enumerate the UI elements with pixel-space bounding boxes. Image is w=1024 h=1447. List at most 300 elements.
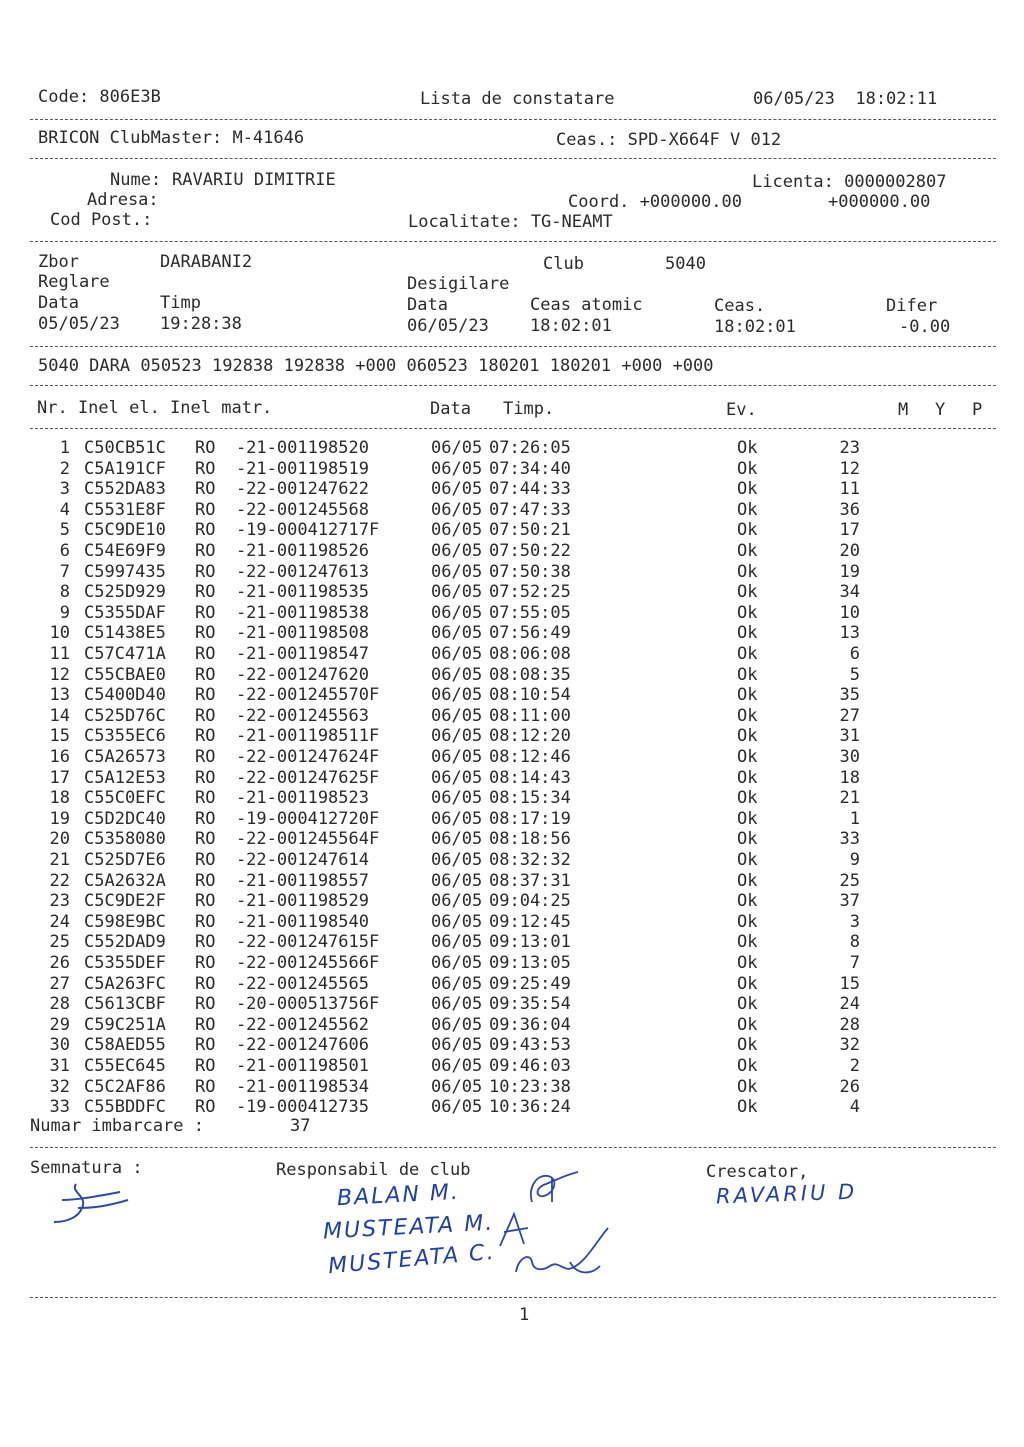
row-date: 06/05: [431, 582, 483, 603]
row-pos: 23: [839, 438, 860, 458]
row-nr: 7: [59, 561, 70, 582]
row-time: 10:36:24: [489, 1097, 571, 1118]
row-date: 06/05: [431, 870, 483, 891]
row-pos: 15: [839, 973, 860, 994]
row-date: 06/05: [431, 953, 483, 973]
row-nr: 24: [49, 911, 70, 932]
row-pos: 33: [839, 829, 860, 850]
table-row: [30, 1015, 930, 1036]
table-row: [30, 623, 930, 644]
row-chip: C5A191CF: [84, 458, 166, 479]
row-time: 08:11:00: [489, 705, 571, 726]
row-ring: RO -21-001198529: [195, 891, 369, 912]
row-pos: 9: [849, 850, 860, 870]
row-chip: C5C9DE2F: [84, 891, 166, 912]
row-chip: C55CBAE0: [84, 664, 166, 685]
row-chip: C57C471A: [84, 644, 166, 664]
row-ev: Ok: [737, 1056, 758, 1076]
row-pos: 7: [849, 953, 860, 973]
row-time: 09:13:01: [489, 932, 571, 953]
row-ev: Ok: [737, 870, 758, 891]
row-date: 06/05: [431, 850, 483, 870]
row-ev: Ok: [737, 1076, 758, 1097]
row-date: 06/05: [431, 520, 483, 541]
row-ev: Ok: [737, 602, 758, 623]
row-ring: RO -19-000412720F: [195, 808, 380, 829]
row-nr: 33: [49, 1097, 70, 1118]
row-pos: 20: [839, 541, 860, 561]
row-date: 06/05: [431, 1014, 483, 1035]
header-y: Y: [935, 400, 946, 420]
row-time: 07:50:38: [489, 561, 571, 582]
row-date: 06/05: [431, 499, 483, 520]
row-ev: Ok: [737, 1035, 758, 1056]
table-row: [30, 768, 930, 789]
row-time: 07:50:22: [489, 541, 571, 561]
club-value: 5040: [665, 254, 706, 274]
row-nr: 13: [49, 685, 70, 706]
row-ring: RO -21-001198547: [195, 644, 369, 664]
divider: [30, 1147, 996, 1148]
row-chip: C59C251A: [84, 1014, 166, 1035]
row-ev: Ok: [737, 953, 758, 973]
row-chip: C54E69F9: [84, 541, 166, 561]
row-date: 06/05: [431, 973, 483, 994]
row-date: 06/05: [431, 891, 483, 912]
row-ev: Ok: [737, 499, 758, 520]
row-ring: RO -21-001198526: [195, 541, 369, 561]
imbarcare-value: 37: [290, 1116, 311, 1136]
row-ev: Ok: [737, 911, 758, 932]
row-pos: 34: [839, 582, 860, 603]
row-ring: RO -22-001247613: [195, 561, 369, 582]
row-ev: Ok: [737, 582, 758, 603]
header-ev: Ev.: [726, 400, 757, 420]
zbor-label: Zbor: [38, 252, 79, 272]
row-pos: 17: [839, 520, 860, 541]
difer-label: Difer: [886, 296, 938, 316]
row-chip: C598E9BC: [84, 911, 166, 932]
row-chip: C5400D40: [84, 685, 166, 706]
row-time: 09:46:03: [489, 1056, 571, 1076]
row-date: 06/05: [431, 602, 483, 623]
divider: [30, 241, 996, 242]
desigilare-atomic: 18:02:01: [530, 316, 612, 336]
row-ev: Ok: [737, 705, 758, 726]
row-time: 08:08:35: [489, 664, 571, 685]
table-row: [30, 871, 930, 892]
row-ev: Ok: [737, 1097, 758, 1118]
table-row: [30, 582, 930, 603]
row-pos: 18: [839, 767, 860, 788]
row-ev: Ok: [737, 788, 758, 809]
row-pos: 6: [849, 644, 860, 664]
row-nr: 29: [49, 1014, 70, 1035]
table-row: [30, 562, 930, 583]
owner-name: RAVARIU DIMITRIE: [172, 170, 336, 190]
row-nr: 28: [49, 994, 70, 1015]
row-ring: RO -22-001247624F: [195, 747, 380, 767]
table-row: [30, 520, 930, 541]
table-row: [30, 829, 930, 850]
row-pos: 27: [839, 705, 860, 726]
handwritten-musteata-m: MUSTEATA M.: [322, 1210, 495, 1245]
row-ring: RO -19-000412717F: [195, 520, 380, 541]
nume-label: Nume:: [110, 170, 162, 190]
crescator-label: Crescator,: [706, 1162, 809, 1182]
row-nr: 22: [49, 870, 70, 891]
row-pos: 11: [839, 479, 860, 500]
row-nr: 5: [59, 520, 70, 541]
table-row: [30, 1056, 930, 1077]
row-nr: 25: [49, 932, 70, 953]
row-ev: Ok: [737, 726, 758, 747]
row-date: 06/05: [431, 1076, 483, 1097]
table-row: [30, 994, 930, 1015]
row-time: 09:12:45: [489, 911, 571, 932]
row-date: 06/05: [431, 829, 483, 850]
table-row: [30, 541, 930, 562]
row-nr: 30: [49, 1035, 70, 1056]
row-nr: 3: [59, 479, 70, 500]
row-ev: Ok: [737, 747, 758, 767]
table-row: [30, 891, 930, 912]
row-ring: RO -21-001198523: [195, 788, 369, 809]
row-nr: 17: [49, 767, 70, 788]
row-nr: 11: [49, 644, 70, 664]
row-ring: RO -21-001198540: [195, 911, 369, 932]
table-row: [30, 603, 930, 624]
row-ev: Ok: [737, 829, 758, 850]
row-nr: 8: [59, 582, 70, 603]
reglare-label: Reglare: [38, 272, 110, 292]
difer-value: -0.00: [899, 317, 951, 337]
row-pos: 1: [849, 808, 860, 829]
row-nr: 20: [49, 829, 70, 850]
row-pos: 30: [839, 747, 860, 767]
data-label: Data: [38, 293, 79, 313]
row-ev: Ok: [737, 479, 758, 500]
row-ev: Ok: [737, 932, 758, 953]
row-time: 08:12:20: [489, 726, 571, 747]
row-time: 08:18:56: [489, 829, 571, 850]
header-data: Data: [430, 399, 471, 419]
licence-text: Licenta: 0000002807: [752, 172, 947, 192]
page-number: 1: [519, 1305, 530, 1325]
row-nr: 9: [59, 602, 70, 623]
divider: [30, 385, 996, 386]
row-ring: RO -22-001245565: [195, 973, 369, 994]
row-ev: Ok: [737, 458, 758, 479]
row-ev: Ok: [737, 520, 758, 541]
table-row: [30, 788, 930, 809]
row-pos: 26: [839, 1076, 860, 1097]
semnatura-label: Semnatura :: [30, 1158, 143, 1178]
row-time: 08:10:54: [489, 685, 571, 706]
print-datetime: 06/05/23 18:02:11: [753, 89, 938, 109]
document-title: Lista de constatare: [420, 89, 615, 109]
row-ring: RO -19-000412735: [195, 1097, 369, 1118]
row-nr: 2: [59, 458, 70, 479]
reglare-time: 19:28:38: [160, 314, 242, 334]
row-pos: 35: [839, 685, 860, 706]
row-nr: 10: [49, 623, 70, 644]
row-chip: C5A263FC: [84, 973, 166, 994]
coord2-text: +000000.00: [828, 192, 931, 212]
divider: [30, 119, 996, 120]
table-row: [30, 747, 930, 768]
row-ev: Ok: [737, 685, 758, 706]
row-ev: Ok: [737, 994, 758, 1015]
desigilare-ceas: 18:02:01: [714, 317, 796, 337]
row-date: 06/05: [431, 1035, 483, 1056]
row-chip: C55BDDFC: [84, 1097, 166, 1118]
row-pos: 4: [849, 1097, 860, 1118]
row-ev: Ok: [737, 973, 758, 994]
row-time: 07:52:25: [489, 582, 571, 603]
row-pos: 24: [839, 994, 860, 1015]
data2-label: Data: [407, 295, 448, 315]
row-time: 10:23:38: [489, 1076, 571, 1097]
row-date: 06/05: [431, 664, 483, 685]
header-nr-inel: Nr. Inel el. Inel matr.: [37, 398, 273, 418]
row-ev: Ok: [737, 850, 758, 870]
row-time: 09:13:05: [489, 953, 571, 973]
row-pos: 10: [839, 602, 860, 623]
row-ring: RO -22-001247614: [195, 850, 369, 870]
divider: [30, 346, 996, 347]
table-row: [30, 726, 930, 747]
table-row: [30, 438, 930, 459]
cod-post-label: Cod Post.:: [50, 210, 153, 230]
row-pos: 36: [839, 499, 860, 520]
row-ev: Ok: [737, 438, 758, 458]
row-date: 06/05: [431, 644, 483, 664]
row-pos: 13: [839, 623, 860, 644]
row-time: 09:43:53: [489, 1035, 571, 1056]
row-time: 08:37:31: [489, 870, 571, 891]
row-ring: RO -22-001247622: [195, 479, 369, 500]
row-nr: 21: [49, 850, 70, 870]
row-time: 09:25:49: [489, 973, 571, 994]
row-pos: 31: [839, 726, 860, 747]
row-pos: 28: [839, 1014, 860, 1035]
row-chip: C5D2DC40: [84, 808, 166, 829]
row-ev: Ok: [737, 561, 758, 582]
row-ring: RO -22-001245566F: [195, 953, 380, 973]
table-row: [30, 1035, 930, 1056]
reglare-date: 05/05/23: [38, 314, 120, 334]
row-time: 07:26:05: [489, 438, 571, 458]
row-ev: Ok: [737, 767, 758, 788]
row-ring: RO -22-001247606: [195, 1035, 369, 1056]
row-ev: Ok: [737, 644, 758, 664]
ceas-label: Ceas.: [714, 296, 766, 316]
table-row: [30, 932, 930, 953]
row-chip: C5531E8F: [84, 499, 166, 520]
row-ring: RO -22-001245562: [195, 1014, 369, 1035]
row-chip: C5355DEF: [84, 953, 166, 973]
row-ring: RO -22-001245564F: [195, 829, 380, 850]
row-ev: Ok: [737, 1014, 758, 1035]
table-row: [30, 459, 930, 480]
row-date: 06/05: [431, 932, 483, 953]
table-row: [30, 953, 930, 974]
table-row: [30, 809, 930, 830]
row-chip: C5355EC6: [84, 726, 166, 747]
divider: [30, 1297, 996, 1298]
row-pos: 25: [839, 870, 860, 891]
row-time: 08:32:32: [489, 850, 571, 870]
handwritten-crescator: RAVARIU D: [715, 1179, 858, 1209]
row-time: 08:12:46: [489, 747, 571, 767]
row-nr: 18: [49, 788, 70, 809]
row-chip: C5358080: [84, 829, 166, 850]
row-chip: C5A26573: [84, 747, 166, 767]
row-nr: 31: [49, 1056, 70, 1076]
row-date: 06/05: [431, 623, 483, 644]
signature-musteata-c: [510, 1222, 620, 1282]
table-row: [30, 500, 930, 521]
header-m: M: [898, 400, 909, 420]
row-ring: RO -21-001198519: [195, 458, 369, 479]
row-time: 07:34:40: [489, 458, 571, 479]
row-ev: Ok: [737, 623, 758, 644]
table-row: [30, 974, 930, 995]
club-label: Club: [543, 254, 584, 274]
table-row: [30, 665, 930, 686]
row-date: 06/05: [431, 438, 483, 458]
code-text: Code: 806E3B: [38, 87, 161, 107]
table-row: [30, 1077, 930, 1098]
row-ring: RO -21-001198501: [195, 1056, 369, 1076]
table-row: [30, 479, 930, 500]
row-chip: C5613CBF: [84, 994, 166, 1015]
row-time: 09:36:04: [489, 1014, 571, 1035]
divider: [30, 158, 996, 159]
row-date: 06/05: [431, 788, 483, 809]
row-chip: C5355DAF: [84, 602, 166, 623]
row-date: 06/05: [431, 561, 483, 582]
row-ring: RO -22-001247615F: [195, 932, 380, 953]
coord-text: Coord. +000000.00: [568, 192, 742, 212]
row-time: 08:06:08: [489, 644, 571, 664]
row-date: 06/05: [431, 1056, 483, 1076]
row-ring: RO -21-001198534: [195, 1076, 369, 1097]
row-ring: RO -22-001245570F: [195, 685, 380, 706]
row-chip: C525D7E6: [84, 850, 166, 870]
row-ev: Ok: [737, 664, 758, 685]
row-nr: 15: [49, 726, 70, 747]
row-nr: 1: [59, 438, 70, 458]
row-pos: 5: [849, 664, 860, 685]
row-ev: Ok: [737, 808, 758, 829]
row-date: 06/05: [431, 808, 483, 829]
row-nr: 23: [49, 891, 70, 912]
imbarcare-label: Numar imbarcare :: [30, 1116, 204, 1136]
row-date: 06/05: [431, 726, 483, 747]
row-date: 06/05: [431, 479, 483, 500]
handwritten-musteata-c: MUSTEATA C.: [327, 1239, 497, 1280]
signature-left: [48, 1178, 138, 1228]
table-row: [30, 685, 930, 706]
localitate-text: Localitate: TG-NEAMT: [408, 212, 613, 232]
desigilare-label: Desigilare: [407, 274, 510, 294]
row-nr: 19: [49, 808, 70, 829]
row-ring: RO -22-001245563: [195, 705, 369, 726]
flight-summary: 5040 DARA 050523 192838 192838 +000 060523 180201 180201 +000 +000: [38, 356, 714, 376]
ceas-atomic-label: Ceas atomic: [530, 295, 643, 315]
responsabil-label: Responsabil de club: [276, 1160, 471, 1180]
row-chip: C5C9DE10: [84, 520, 166, 541]
table-row: [30, 644, 930, 665]
adresa-label: Adresa:: [87, 190, 159, 210]
row-time: 07:50:21: [489, 520, 571, 541]
row-ev: Ok: [737, 891, 758, 912]
row-time: 08:17:19: [489, 808, 571, 829]
row-time: 07:56:49: [489, 623, 571, 644]
row-pos: 37: [839, 891, 860, 912]
row-chip: C51438E5: [84, 623, 166, 644]
row-date: 06/05: [431, 705, 483, 726]
row-time: 09:35:54: [489, 994, 571, 1015]
row-nr: 14: [49, 705, 70, 726]
row-ring: RO -21-001198508: [195, 623, 369, 644]
row-chip: C55EC645: [84, 1056, 166, 1076]
row-ring: RO -22-001247625F: [195, 767, 380, 788]
row-ring: RO -20-000513756F: [195, 994, 380, 1015]
row-nr: 16: [49, 747, 70, 767]
handwritten-balan: BALAN M.: [336, 1179, 461, 1212]
row-chip: C55C0EFC: [84, 788, 166, 809]
row-date: 06/05: [431, 458, 483, 479]
table-row: [30, 912, 930, 933]
row-nr: 27: [49, 973, 70, 994]
row-nr: 4: [59, 499, 70, 520]
row-nr: 26: [49, 953, 70, 973]
row-nr: 12: [49, 664, 70, 685]
zbor-value: DARABANI2: [160, 252, 253, 272]
signature-balan: [522, 1168, 582, 1208]
row-date: 06/05: [431, 1097, 483, 1118]
row-pos: 2: [849, 1056, 860, 1076]
row-chip: C552DAD9: [84, 932, 166, 953]
row-ev: Ok: [737, 541, 758, 561]
row-nr: 6: [59, 541, 70, 561]
row-pos: 8: [849, 932, 860, 953]
desigilare-date: 06/05/23: [407, 316, 489, 336]
row-chip: C552DA83: [84, 479, 166, 500]
row-time: 08:14:43: [489, 767, 571, 788]
row-time: 08:15:34: [489, 788, 571, 809]
row-time: 07:55:05: [489, 602, 571, 623]
table-row: [30, 706, 930, 727]
system-text: BRICON ClubMaster: M-41646: [38, 128, 305, 148]
row-chip: C5A12E53: [84, 767, 166, 788]
row-nr: 32: [49, 1076, 70, 1097]
row-date: 06/05: [431, 747, 483, 767]
row-ring: RO -22-001245568: [195, 499, 369, 520]
row-chip: C58AED55: [84, 1035, 166, 1056]
header-p: P: [972, 400, 983, 420]
timp-label: Timp: [160, 293, 201, 313]
row-date: 06/05: [431, 541, 483, 561]
row-chip: C525D929: [84, 582, 166, 603]
row-pos: 32: [839, 1035, 860, 1056]
row-date: 06/05: [431, 911, 483, 932]
row-pos: 3: [849, 911, 860, 932]
row-chip: C5A2632A: [84, 870, 166, 891]
